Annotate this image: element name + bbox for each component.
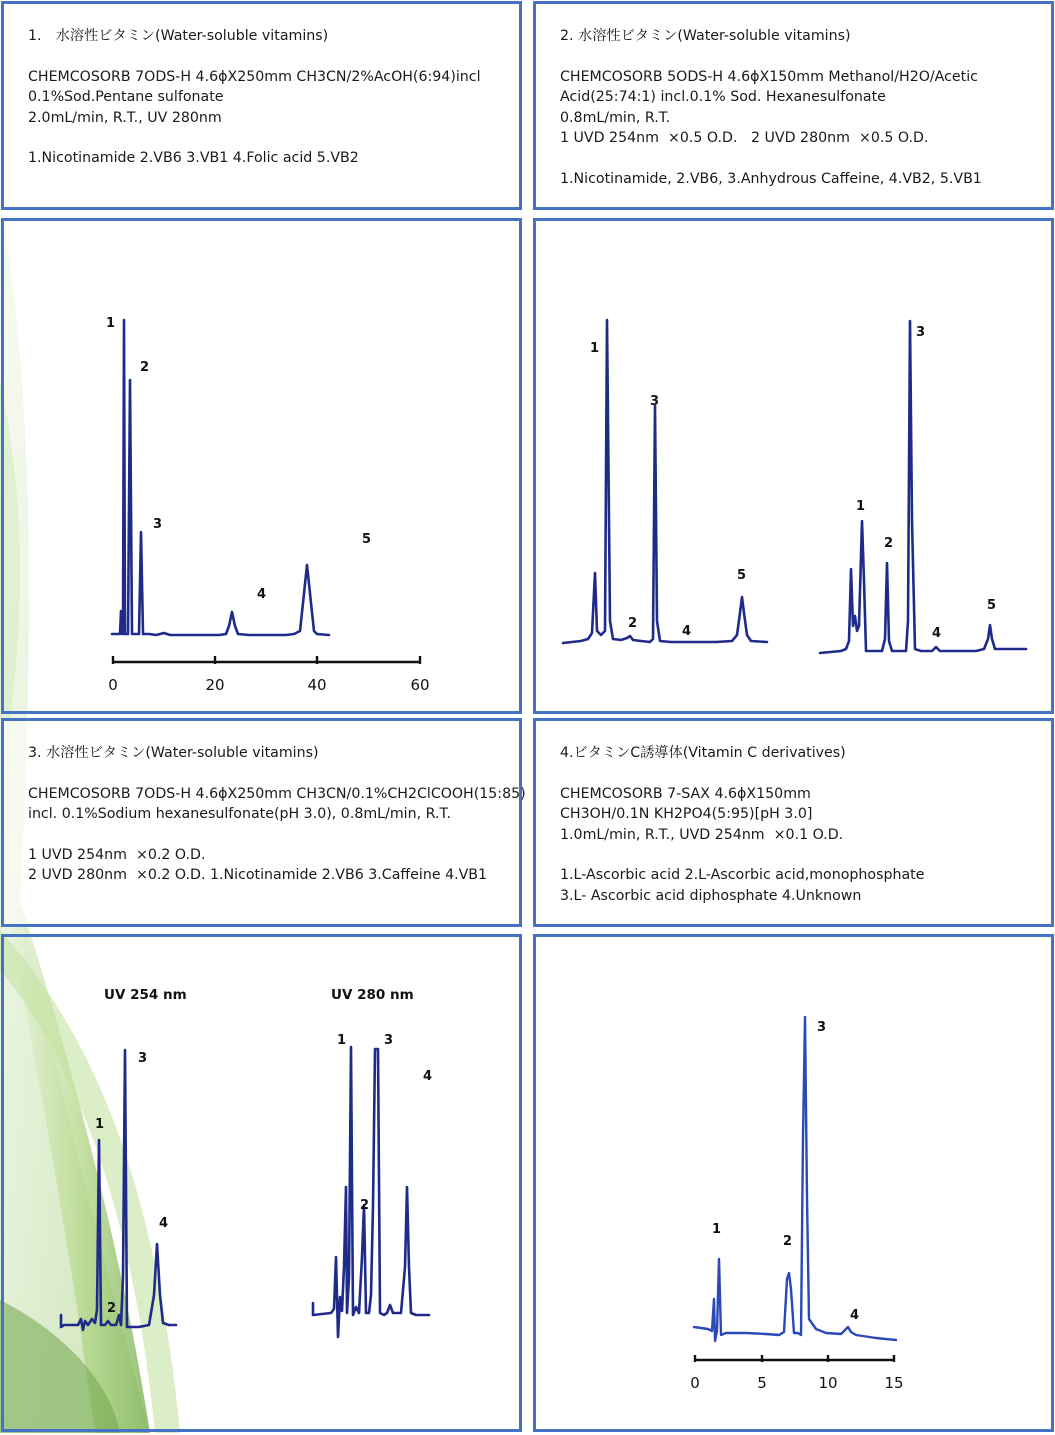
chromatogram-3-left-trace (61, 1050, 176, 1330)
peak-label: 2 (140, 360, 150, 375)
peak-label: 1 (95, 1117, 105, 1132)
chromatogram-1 (4, 221, 525, 717)
panel-1-chromatogram (1, 218, 522, 714)
panel-1-line: 2.0mL/min, R.T., UV 280nm (28, 109, 222, 126)
peak-label: 4 (682, 624, 692, 639)
panel-4-conditions (533, 718, 1054, 927)
panel-1-line: CHEMCOSORB 7ODS-H 4.6ϕX250mm CH3CN/2%AcOH(6:94)incl (28, 68, 481, 85)
panel-1-line: 0.1%Sod.Pentane sulfonate (28, 89, 224, 105)
chromatogram-4 (536, 937, 1055, 1435)
panel-2-chromatogram (533, 218, 1054, 714)
peak-label: 2 (884, 536, 894, 551)
peak-label: 3 (916, 325, 926, 340)
panel-4-title: 4.ビタミンC誘導体(Vitamin C derivatives) (560, 745, 846, 761)
peak-label: 2 (783, 1234, 793, 1249)
chromatogram-3 (4, 937, 525, 1435)
peak-label: 1 (856, 499, 866, 514)
peak-label: 3 (138, 1051, 148, 1066)
chromatogram-4-trace (694, 1017, 896, 1341)
panel-2-line: 1.Nicotinamide, 2.VB6, 3.Anhydrous Caffeine, 4.VB2, 5.VB1 (560, 170, 982, 187)
x-axis (695, 1355, 894, 1362)
panel-3-chromatogram (1, 934, 522, 1432)
panel-4-line: CHEMCOSORB 7-SAX 4.6ϕX150mm (560, 785, 811, 802)
peak-label: 4 (850, 1308, 860, 1323)
peak-label: 1 (712, 1222, 722, 1237)
uv-254-title: UV 254 nm (104, 987, 187, 1003)
peak-label: 4 (159, 1216, 169, 1231)
panel-1-line: 1.Nicotinamide 2.VB6 3.VB1 4.Folic acid 5.VB2 (28, 150, 359, 166)
x-tick-label: 20 (205, 676, 225, 694)
panel-2-line: Acid(25:74:1) incl.0.1% Sod. Hexanesulfonate (560, 89, 886, 105)
panel-4-line: CH3OH/0.1N KH2PO4(5:95)[pH 3.0] (560, 806, 813, 822)
panel-4-line: 3.L- Ascorbic acid diphosphate 4.Unknown (560, 887, 862, 904)
chromatogram-3-right-trace (313, 1047, 429, 1337)
peak-label: 4 (932, 626, 942, 641)
panel-2-line: 0.8mL/min, R.T. (560, 109, 671, 126)
peak-label: 4 (423, 1069, 433, 1084)
chromatogram-2 (536, 221, 1055, 717)
x-tick-label: 10 (818, 1374, 838, 1392)
panel-2-line: CHEMCOSORB 5ODS-H 4.6ϕX150mm Methanol/H2O/Acetic (560, 68, 978, 85)
x-axis (113, 656, 420, 664)
panel-1-title: 1. 水溶性ビタミン(Water-soluble vitamins) (28, 28, 329, 44)
peak-label: 5 (987, 598, 997, 613)
peak-label: 1 (590, 341, 600, 356)
panel-4-chromatogram (533, 934, 1054, 1432)
panel-3-conditions (1, 718, 526, 927)
uv-280-title: UV 280 nm (331, 987, 414, 1003)
peak-label: 1 (337, 1033, 347, 1048)
panel-4-line: 1.L-Ascorbic acid 2.L-Ascorbic acid,monophosphate (560, 867, 925, 883)
peak-label: 5 (737, 568, 747, 583)
peak-label: 3 (650, 394, 660, 409)
x-tick-label: 40 (307, 676, 327, 694)
peak-label: 2 (628, 616, 638, 631)
panel-3-title: 3. 水溶性ビタミン(Water-soluble vitamins) (28, 745, 319, 761)
panel-4-line: 1.0mL/min, R.T., UVD 254nm ×0.1 O.D. (560, 826, 844, 843)
panel-3-line: incl. 0.1%Sodium hexanesulfonate(pH 3.0), 0.8mL/min, R.T. (28, 806, 451, 822)
peak-label: 2 (360, 1198, 370, 1213)
x-tick-label: 0 (690, 1374, 700, 1392)
panel-3-line: 1 UVD 254nm ×0.2 O.D. (28, 846, 206, 863)
peak-label: 2 (107, 1301, 117, 1316)
panel-2-conditions (533, 1, 1054, 210)
peak-label: 1 (106, 316, 116, 331)
panel-3-line: CHEMCOSORB 7ODS-H 4.6ϕX250mm CH3CN/0.1%CH2ClCOOH(15:85) (28, 785, 526, 802)
peak-label: 3 (384, 1033, 394, 1048)
peak-label: 3 (153, 517, 163, 532)
x-tick-label: 15 (884, 1374, 904, 1392)
chromatogram-2-left-trace (563, 320, 767, 643)
peak-label: 4 (257, 587, 267, 602)
panel-2-line: 1 UVD 254nm ×0.5 O.D. 2 UVD 280nm ×0.5 O.D. (560, 130, 929, 146)
x-tick-label: 0 (108, 676, 118, 694)
panel-1-conditions (1, 1, 522, 210)
peak-label: 3 (817, 1020, 827, 1035)
peak-label: 5 (362, 532, 372, 547)
x-tick-label: 5 (757, 1374, 767, 1392)
panel-2-title: 2. 水溶性ビタミン(Water-soluble vitamins) (560, 28, 851, 44)
panel-3-line: 2 UVD 280nm ×0.2 O.D. 1.Nicotinamide 2.VB6 3.Caffeine 4.VB1 (28, 867, 488, 883)
x-tick-label: 60 (410, 676, 430, 694)
